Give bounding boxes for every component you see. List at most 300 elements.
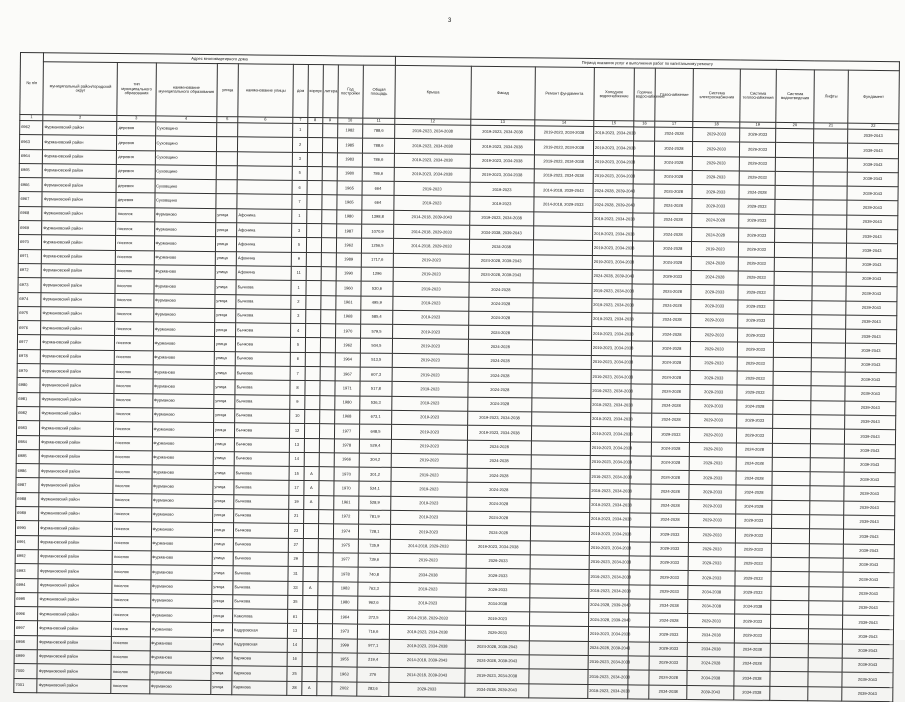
cell-street: Бычкова	[235, 352, 290, 367]
cell-foundation-repair	[531, 469, 590, 484]
cell-facade: 2034-2038, 2039-2043	[470, 225, 534, 240]
cell-street-type: улица	[214, 351, 235, 366]
cell-hot	[631, 356, 652, 371]
cell-foundation-repair	[532, 312, 591, 327]
cell-found: 2039-2043	[845, 329, 896, 344]
cell-facade: 2024-2028, 2039-2043	[465, 654, 529, 669]
cell-house: 15	[289, 466, 304, 480]
cell-korpus	[302, 624, 317, 638]
cell-foundation-repair: 2019-2023, 2034-2038	[534, 169, 593, 184]
cell-type: поселок	[113, 493, 151, 508]
header-col-20: Система водоотведения	[776, 69, 815, 122]
cell-cold: 2024-2028, 2039-2043	[593, 184, 633, 199]
cell-facade: 2029-2033	[466, 568, 530, 583]
cell-district: Фурмановский район	[40, 435, 114, 450]
cell-gas: 2029-2033	[650, 570, 688, 585]
cell-house: 5	[290, 338, 305, 352]
cell-power: 2029-2033	[689, 485, 736, 500]
cell-facade: 2024-2028, 2039-2043	[469, 254, 533, 269]
cell-found: 2039-2043	[845, 372, 896, 387]
cell-hot	[629, 556, 650, 571]
column-number: 19	[740, 122, 776, 128]
cell-area: 786,6	[362, 167, 394, 182]
cell-gas: 2024-2028	[653, 356, 691, 371]
cell-house: 5	[292, 238, 307, 252]
cell-korpus	[306, 238, 321, 252]
cell-found: 2039-2043	[844, 487, 895, 502]
cell-power: 2029-2033	[689, 556, 736, 571]
cell-year: 1961	[335, 295, 361, 310]
cell-facade: 2019-2023, 2034-2038	[470, 154, 534, 169]
cell-korpus	[302, 610, 317, 624]
header-col-19: Система теплоснабжения	[740, 69, 777, 122]
cell-type: деревня	[117, 150, 155, 165]
cell-sewer	[773, 400, 811, 415]
cell-year: 1982	[337, 124, 363, 139]
cell-roof: 2034-2038	[390, 568, 466, 583]
cell-foundation-repair: 2019-2023, 2034-2038	[534, 126, 593, 141]
cell-heat: 2029-2033	[735, 586, 771, 601]
cell-cold: 2019-2023, 2034-2038	[588, 684, 628, 699]
column-number: 1	[20, 115, 43, 121]
cell-facade: 2024-2028	[467, 483, 531, 498]
cell-street-type: улица	[214, 380, 235, 395]
cell-lift	[813, 172, 847, 187]
cell-hot	[633, 156, 654, 171]
cell-gas: 2034-2038	[649, 685, 687, 700]
cell-roof: 2019-2023	[393, 296, 469, 311]
cell-n: 6978	[17, 349, 40, 364]
cell-street: Кадуровская	[232, 623, 287, 638]
column-number: 13	[471, 119, 535, 126]
cell-foundation-repair	[532, 369, 591, 384]
cell-cold: 2019-2023, 2034-2038	[592, 255, 632, 270]
cell-type: поселок	[113, 522, 151, 537]
cell-litera	[320, 367, 335, 381]
cell-type: поселок	[116, 222, 154, 237]
cell-korpus	[306, 295, 321, 309]
cell-foundation-repair	[533, 283, 592, 298]
header-col-12: Крыша	[395, 65, 472, 119]
header-col-15: Холодное водоснабжение	[594, 68, 635, 121]
header-col-18: Система электроснабжения	[693, 69, 740, 122]
cell-sewer	[771, 586, 809, 601]
cell-street-type	[216, 194, 237, 209]
cell-area: 495,9	[361, 296, 393, 311]
cell-n: 6971	[18, 249, 41, 264]
column-number: 2	[43, 115, 117, 122]
cell-roof: 2019-2023, 2034-2038	[389, 625, 465, 640]
cell-found: 2039-2043	[843, 558, 894, 573]
cell-year: 1989	[336, 252, 362, 267]
cell-litera	[317, 638, 332, 652]
cell-n: 6962	[20, 121, 43, 136]
header-col-3: тип муниципального образования	[117, 63, 156, 116]
cell-house: 3	[292, 223, 307, 237]
cell-street	[237, 180, 292, 195]
cell-hot	[632, 270, 653, 285]
cell-roof: 2019-2023	[394, 196, 470, 211]
cell-n: 6968	[19, 206, 42, 221]
cell-foundation-repair	[529, 655, 588, 670]
cell-found: 2039-2043	[846, 301, 897, 316]
cell-roof: 2014-2018, 2029-2033	[390, 539, 466, 554]
cell-lift	[809, 543, 843, 558]
cell-district: Фурмановский район	[37, 678, 111, 693]
cell-korpus	[303, 538, 318, 552]
cell-heat: 2029-2033	[739, 214, 775, 229]
cell-foundation-repair	[531, 412, 590, 427]
cell-lift	[811, 343, 845, 358]
cell-house: 16	[287, 652, 302, 666]
cell-hot	[630, 499, 651, 514]
cell-lift	[809, 615, 843, 630]
cell-foundation-repair: 2014-2018, 2039-2043	[534, 183, 593, 198]
cell-power: 2029-2033	[692, 185, 739, 200]
cell-house: 25	[287, 667, 302, 681]
cell-year: 1980	[337, 167, 363, 182]
cell-year: 2002	[331, 681, 357, 696]
cell-hot	[628, 656, 649, 671]
header-col-14: Ремонт фундамента	[534, 67, 594, 121]
cell-n: 6964	[19, 149, 42, 164]
column-number: 16	[634, 121, 655, 127]
cell-heat: 2034-2038	[735, 600, 771, 615]
column-number: 17	[655, 121, 693, 127]
cell-type: деревня	[116, 179, 154, 194]
cell-heat: 2029-2033	[735, 571, 771, 586]
cell-sewer	[772, 429, 810, 444]
cell-roof: 2019-2023	[390, 525, 466, 540]
cell-facade: 2029-2033	[466, 554, 530, 569]
cell-street: Бычкова	[235, 380, 290, 395]
cell-n: 6999	[14, 649, 37, 664]
cell-korpus	[304, 452, 319, 466]
cell-street-type: улица	[213, 466, 234, 481]
cell-found: 2039-2043	[842, 630, 893, 645]
cell-n: 6992	[15, 549, 38, 564]
cell-n: 6979	[17, 364, 40, 379]
cell-foundation-repair	[531, 455, 590, 470]
cell-sewer	[772, 472, 810, 487]
cell-street	[237, 151, 292, 166]
cell-place: Фурманово	[151, 537, 213, 552]
cell-heat: 2024-2028	[736, 471, 772, 486]
cell-year: 1980	[334, 395, 360, 410]
cell-place: Фурманово	[151, 494, 213, 509]
cell-lift	[812, 329, 846, 344]
cell-year: 1964	[335, 353, 361, 368]
cell-type: поселок	[116, 264, 154, 279]
cell-facade: 2034-2038, 2039-2043	[465, 683, 529, 698]
cell-litera	[321, 267, 336, 281]
cell-house: 2	[291, 295, 306, 309]
cell-place: Фурманово	[154, 222, 216, 237]
header-col-16: Горячее водоснабжение	[634, 68, 656, 121]
cell-litera	[322, 152, 337, 166]
cell-place: Фурманово	[153, 293, 215, 308]
cell-foundation-repair	[533, 255, 592, 270]
cell-place: Фурманово	[149, 665, 211, 680]
cell-year: 1965	[336, 195, 362, 210]
cell-gas: 2024-2028	[655, 156, 693, 171]
cell-place: Фурманово	[150, 637, 212, 652]
cell-place: Фурманово	[151, 508, 213, 523]
cell-facade: 2019-2023	[470, 197, 534, 212]
cell-found: 2039-2043	[842, 658, 893, 673]
cell-street-type: улица	[213, 437, 234, 452]
cell-litera	[319, 410, 334, 424]
cell-type: деревня	[116, 193, 154, 208]
cell-foundation-repair	[531, 398, 590, 413]
cell-year: 1987	[336, 224, 362, 239]
cell-foundation-repair	[533, 240, 592, 255]
cell-found: 2039-2043	[847, 201, 898, 216]
cell-sewer	[774, 271, 812, 286]
cell-street-type: улица	[214, 366, 235, 381]
cell-facade: 2024-2028	[467, 526, 531, 541]
cell-street-type: улица	[215, 251, 236, 266]
cell-sewer	[770, 686, 808, 701]
cell-type: поселок	[112, 636, 150, 651]
cell-gas: 2024-2028	[654, 184, 692, 199]
cell-district: Фурмановский район	[42, 164, 116, 179]
cell-district: Фурмановский район	[38, 621, 112, 636]
cell-power: 2034-2038	[687, 671, 734, 686]
cell-year: 1961	[333, 496, 359, 511]
capital-repair-table	[13, 52, 900, 702]
cell-area: 219,4	[357, 653, 389, 668]
cell-place: Фурманово	[152, 379, 214, 394]
cell-power: 2029-2033	[693, 142, 740, 157]
cell-type: поселок	[111, 679, 149, 694]
cell-place: Суховщино	[155, 151, 217, 166]
cell-facade: 2024-2028, 2039-2043	[469, 268, 533, 283]
cell-area: 536,3	[360, 396, 392, 411]
cell-place: Суховщино	[155, 165, 217, 180]
cell-foundation-repair	[529, 612, 588, 627]
cell-place: Суховщино	[155, 136, 217, 151]
cell-foundation-repair	[532, 340, 591, 355]
cell-year: 1972	[333, 510, 359, 525]
cell-hot	[632, 298, 653, 313]
cell-gas: 2024-2028	[651, 456, 689, 471]
cell-gas: 2024-2028	[653, 327, 691, 342]
cell-n: 6967	[19, 192, 42, 207]
cell-street-type: улица	[212, 537, 233, 552]
cell-roof: 2019-2023	[394, 182, 470, 197]
cell-district: Фурмановский район	[42, 178, 116, 193]
cell-hot	[629, 584, 650, 599]
header-col-11: Общая площадь	[363, 65, 395, 118]
cell-hot	[630, 527, 651, 542]
cell-district: Фурмановский район	[41, 307, 115, 322]
cell-litera	[318, 567, 333, 581]
cell-place: Фурманово	[150, 651, 212, 666]
cell-street-type: улица	[211, 609, 232, 624]
cell-street-type: улица	[213, 451, 234, 466]
cell-district: Фурмановский район	[40, 364, 114, 379]
cell-heat: 2029-2033	[736, 428, 772, 443]
cell-heat: 2029-2033	[739, 157, 775, 172]
cell-year: 1990	[336, 267, 362, 282]
cell-found: 2039-2043	[843, 572, 894, 587]
cell-area: 372,5	[357, 610, 389, 625]
cell-sewer	[774, 257, 812, 272]
cell-power: 2029-2033	[691, 342, 738, 357]
cell-found: 2039-2043	[847, 186, 898, 201]
cell-hot	[633, 198, 654, 213]
cell-cold: 2019-2023, 2034-2038	[588, 627, 628, 642]
cell-street-type: улица	[211, 666, 232, 681]
cell-house: 10	[290, 409, 305, 423]
cell-street: Бычкова	[233, 595, 288, 610]
cell-roof: 2019-2023	[390, 510, 466, 525]
cell-heat: 2029-2033	[738, 328, 774, 343]
cell-street-type: улица	[214, 394, 235, 409]
cell-roof: 2019-2023	[391, 410, 467, 425]
cell-n: 6995	[15, 592, 38, 607]
cell-facade: 2019-2023, 2034-2038	[470, 168, 534, 183]
cell-street-type: улица	[216, 208, 237, 223]
cell-type: поселок	[115, 279, 153, 294]
cell-sewer	[775, 171, 813, 186]
cell-district: Фурмановский район	[37, 650, 111, 665]
cell-roof: 2014-2018, 2039-2043	[389, 668, 465, 683]
cell-cold: 2024-2028, 2039-2043	[588, 641, 628, 656]
cell-sewer	[771, 614, 809, 629]
cell-lift	[810, 458, 844, 473]
cell-power: 2029-2033	[688, 614, 735, 629]
cell-hot	[633, 241, 654, 256]
cell-roof: 2014-2018, 2039-2043	[389, 653, 465, 668]
cell-roof: 2019-2023	[390, 596, 466, 611]
cell-roof: 2019-2023	[392, 382, 468, 397]
cell-year: 1965	[337, 181, 363, 196]
cell-heat: 2029-2033	[738, 271, 774, 286]
cell-place: Фурманово	[151, 479, 213, 494]
cell-cold: 2019-2023, 2034-2038	[590, 484, 630, 499]
cell-litera	[321, 209, 336, 223]
cell-sewer	[772, 500, 810, 515]
cell-lift	[808, 643, 842, 658]
cell-facade: 2024-2028	[469, 325, 533, 340]
cell-heat: 2029-2033	[737, 342, 773, 357]
cell-district: Фурмановский район	[41, 335, 115, 350]
cell-area: 513,5	[360, 353, 392, 368]
cell-house: 1	[292, 209, 307, 223]
cell-gas: 2024-2028	[654, 227, 692, 242]
cell-roof: 2019-2023	[392, 325, 468, 340]
cell-type: поселок	[112, 593, 150, 608]
cell-place: Фурманово	[153, 365, 215, 380]
cell-area: 763,3	[358, 582, 390, 597]
cell-n: 6990	[15, 521, 38, 536]
cell-roof: 2019-2023	[393, 310, 469, 325]
cell-district: Фурмановский район	[42, 235, 116, 250]
cell-type: поселок	[116, 236, 154, 251]
cell-place: Фурманово	[150, 579, 212, 594]
cell-power: 2029-2033	[691, 285, 738, 300]
cell-type: поселок	[112, 565, 150, 580]
cell-place: Фурманово	[150, 594, 212, 609]
cell-korpus	[303, 595, 318, 609]
cell-korpus	[307, 224, 322, 238]
cell-lift	[809, 601, 843, 616]
cell-house: 35	[288, 595, 303, 609]
cell-sewer	[772, 486, 810, 501]
cell-found: 2039-2043	[842, 615, 893, 630]
cell-korpus	[307, 195, 322, 209]
cell-korpus	[306, 309, 321, 323]
header-col-2: муниципальный район/городской округ	[43, 62, 118, 116]
cell-gas: 2024-2028	[649, 670, 687, 685]
cell-found: 2039-2043	[846, 315, 897, 330]
cell-power: 2039-2043	[687, 685, 734, 700]
cell-korpus: А	[303, 581, 318, 595]
cell-found: 2039-2043	[842, 644, 893, 659]
cell-power: 2029-2033	[690, 385, 737, 400]
cell-cold: 2019-2023, 2034-2038	[593, 212, 633, 227]
cell-house: 14	[287, 638, 302, 652]
header-col-7: дом	[293, 64, 308, 117]
cell-sewer	[774, 286, 812, 301]
cell-district: Фурмановский район	[38, 593, 112, 608]
cell-litera	[322, 181, 337, 195]
cell-heat: 2029-2033	[738, 300, 774, 315]
cell-street-type: улица	[213, 480, 234, 495]
cell-litera	[318, 510, 333, 524]
cell-korpus	[305, 338, 320, 352]
cell-sewer	[771, 557, 809, 572]
cell-litera	[322, 195, 337, 209]
cell-heat: 2029-2033	[739, 228, 775, 243]
cell-lift	[808, 686, 842, 701]
cell-street: Бычкова	[234, 480, 289, 495]
cell-power: 2019-2023	[692, 242, 739, 257]
cell-foundation-repair	[529, 669, 588, 684]
cell-n: 6980	[17, 378, 40, 393]
cell-lift	[813, 200, 847, 215]
cell-street	[237, 166, 292, 181]
cell-hot	[634, 141, 655, 156]
column-number: 7	[293, 117, 308, 123]
cell-sewer	[771, 529, 809, 544]
cell-power: 2029-2033	[691, 328, 738, 343]
cell-korpus	[307, 209, 322, 223]
cell-litera	[321, 281, 336, 295]
cell-lift	[813, 186, 847, 201]
cell-power: 2029-2033	[690, 413, 737, 428]
cell-n: 6969	[19, 221, 42, 236]
cell-house: 31	[288, 567, 303, 581]
cell-street: Камолова	[233, 609, 288, 624]
cell-litera	[317, 667, 332, 681]
cell-type: поселок	[112, 608, 150, 623]
cell-found: 2039-2043	[843, 587, 894, 602]
header-col-9: литера	[323, 65, 338, 118]
cell-district: Фурмановский район	[43, 121, 117, 136]
cell-sewer	[775, 214, 813, 229]
cell-power: 2029-2033	[690, 371, 737, 386]
cell-n: 6987	[16, 478, 39, 493]
cell-hot	[628, 642, 649, 657]
cell-type: поселок	[114, 365, 152, 380]
cell-hot	[630, 513, 651, 528]
cell-street: Бычкова	[236, 309, 291, 324]
cell-cold: 2019-2023, 2034-2038	[590, 498, 630, 513]
cell-found: 2039-2043	[844, 472, 895, 487]
